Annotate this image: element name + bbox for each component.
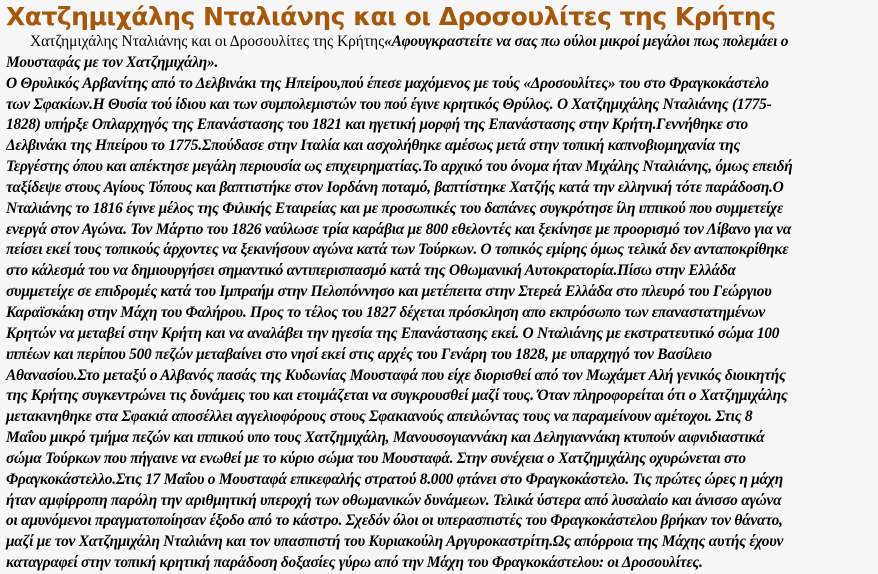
intro-quote: «Αφουγκραστείτε να σας πω ούλοι μικροί μεγάλοι πως πολεμάει ο (384, 33, 789, 50)
paragraph-line: Νταλιάνης το 1816 έγινε μέλος της Φιλικής Εταιρείας και με προσωπικές του δαπάνες συγκρότησε ίλη ιππικού που συμμετείχε (6, 199, 784, 217)
paragraph-line: της Κρήτης συγκεντρώνει τις δυνάμεις του και ετοιμάζεται να συγκρουσθεί μαζί τους. Όταν πληροφορείται ότι ο Χατζημιχάλης (6, 387, 788, 405)
article-paragraph (6, 74, 878, 574)
paragraph-line: ιππέων και περίπου 500 πεζών μεταβαίνει στο νησί εκεί στις αρχές του Γενάρη του 1828, με υπαρχηγό τον Βασίλειο (6, 345, 712, 363)
paragraph-line: Ο Θρυλικός Αρβανίτης από το Δελβινάκι της Ηπείρου,πού έπεσε μαχόμενος με τούς «Δροσουλίτες» του στο Φραγκοκάστελο (6, 74, 769, 92)
paragraph-line: των Σφακίων.Η Θυσία τού ίδιου και των συμπολεμιστών του πού έγινε κρητικός Θρύλος. Ο Χατζημιχάλης Νταλιάνης (1775- (6, 95, 772, 113)
article-title: Χατζημιχάλης Νταλιάνης και οι Δροσουλίτες της Κρήτης (6, 2, 776, 31)
paragraph-line: στο κάλεσμά του να δημιουργήσει σημαντικό αντιπερισπασμό κατά της Οθωμανική Αυτοκρατορία.Πίσω στην Ελλάδα (6, 262, 736, 280)
article-body (6, 32, 878, 574)
paragraph-line: οι αμυνόμενοι πραγματοποίησαν έξοδο από το κάστρο. Σχεδόν όλοι οι υπερασπιστές του Φραγκοκάστελου βρήκαν τον θάνατο, (6, 512, 783, 530)
paragraph-line: πείσει εκεί τους τοπικούς άρχοντες να ξεκινήσουν αγώνα κατά των Τούρκων. Ο τοπικός εμίρης όμως τελικά δεν ανταποκρίθηκε (6, 241, 789, 259)
paragraph-line: συμμετείχε σε επιδρομές κατά του Ιμπραήμ στην Πελοπόννησο και μετέπειτα στην Στερεά Ελλάδα στο πλευρό του Γεώργιου (6, 283, 772, 301)
paragraph-line: Φραγκοκάστελλο.Στις 17 Μαΐου ο Μουσταφά επικεφαλής στρατού 8.000 φτάνει στο Φραγκοκάστελο. Τις πρώτες ώρες η μάχη (6, 470, 783, 488)
paragraph-line: Αθανασίου.Στο μεταξύ ο Αλβανός πασάς της Κυδωνίας Μουσταφά που είχε διορισθεί από τον Μωχάμετ Αλή γενικός διοικητής (6, 366, 786, 384)
paragraph-line: ταξίδεψε στους Αγίους Τόπους και βαπτιστήκε στον Ιορδάνη ποταμό, βαπτίστηκε Χατζής κατά την ελληνική τότε παράδοση.Ο (6, 178, 784, 196)
paragraph-line: Μαΐου μικρό τμήμα πεζών και ιππικού υπο τους Χατζημιχάλη, Μανουσογιαννάκη και Δεληγιαννάκη κτυπούν αιφνιδιαστικά (6, 429, 765, 447)
paragraph-line: Τεργέστης όπου και απέκτησε μεγάλη περιουσία ως επιχειρηματίας.Το αρχικό του όνομα ήταν Μιχάλης Νταλιάνης, όμως επειδή (6, 158, 793, 176)
paragraph-line: σώμα Τούρκων που πήγαινε να ενωθεί με το κύριο σώμα του Μουσταφά. Στην συνέχεια ο Χατζημιχάλης οχυρώνεται στο (6, 449, 746, 467)
paragraph-line: ήταν αμφίρροπη παρόλη την αριθμητική υπεροχή των οθωμανικών δυνάμεων. Τελικά ύστερα από λυσαλαίο και άνισσο αγώνα (6, 491, 782, 509)
intro-plain-text: Χατζημιχάλης Νταλιάνης και οι Δροσουλίτες της Κρήτης (30, 33, 385, 50)
intro-quote-line-2: Μουσταφάς με τον Χατζημιχάλη». (6, 53, 219, 71)
paragraph-line: Κρητών να μεταβεί στην Κρήτη και να αναλάβει την ηγεσία της Επανάστασης εκεί. Ο Νταλιάνης με εκστρατευτικό σώμα 100 (6, 324, 780, 342)
intro-line-1 (6, 32, 878, 53)
paragraph-line: 1828) υπήρξε Οπλαρχηγός της Επανάστασης του 1821 και ηγετική μορφή της Επανάστασης στην Κρήτη.Γεννήθηκε στο (6, 116, 749, 134)
paragraph-line: καταγραφεί στην τοπική κρητική παράδοση δοξασίες γύρω από την Μάχη του Φραγκοκάστελου: οι Δροσουλίτες. (6, 554, 703, 572)
paragraph-line: Δελβινάκι της Ηπείρου το 1775.Σπούδασε στην Ιταλία και ασχολήθηκε αμέσως μετά στην τοπική καπνοβιομηχανία της (6, 137, 740, 155)
paragraph-line: μετακινηθηκε στα Σφακιά αποσέλλει αγγελιοφόρους στους Σφακιανούς απειλώντας τους να παραμείνουν αμέτοχοι. Στις 8 (6, 408, 753, 426)
paragraph-line: ενεργά στον Αγώνα. Τον Μάρτιο του 1826 ναύλωσε τρία καράβια με 800 εθελοντές και ξεκίνησε με προορισμό τον Λίβανο για να (6, 220, 792, 238)
paragraph-line: μαζί με τον Χατζημιχάλη Νταλιάνη και τον υπασπιστή του Κυριακούλη Αργυροκαστρίτη.Ως απόρροια της Μάχης αυτής έχουν (6, 533, 784, 551)
paragraph-line: Καραϊσκάκη στην Μάχη του Φαλήρου. Προς το τέλος του 1827 δέχεται πρόσκληση απο εκπρόσωπο των επαναστατημένων (6, 303, 765, 321)
